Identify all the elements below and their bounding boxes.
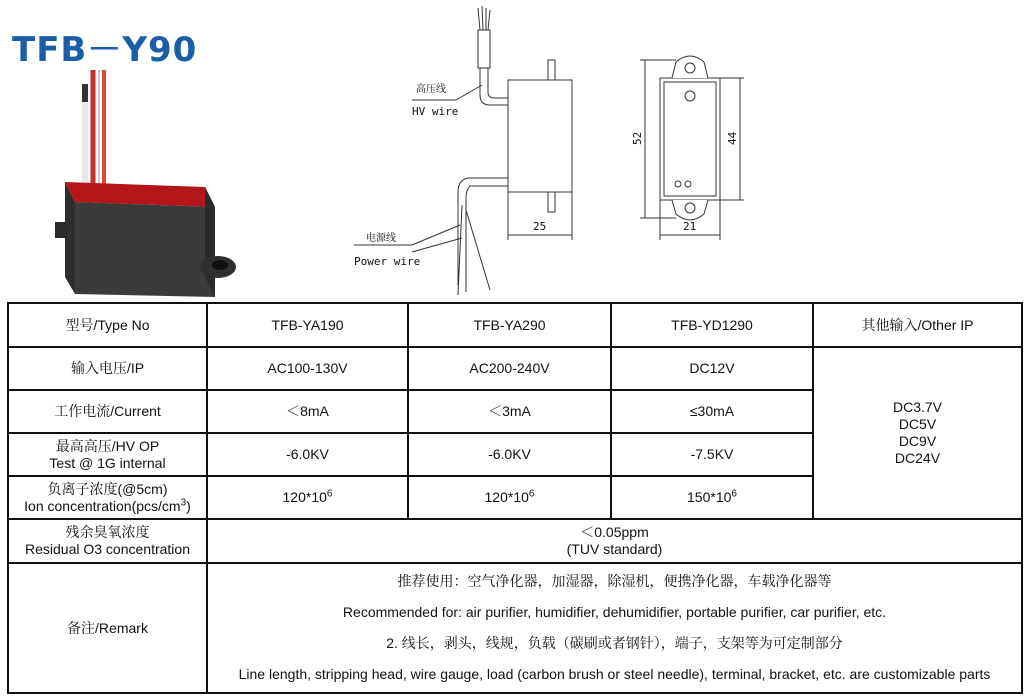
ozone-value-line1: ＜0.05ppm [580, 524, 649, 540]
other-inputs-cell [813, 347, 1022, 519]
dim-total-height: 52 [631, 131, 644, 145]
remark-line: Recommended for: air purifier, humidifier, dehumidifier, portable purifier, car purifier, etc. [342, 604, 887, 620]
remark-cell [207, 563, 1022, 693]
row-label-hv-line2: Test @ 1G internal [49, 454, 166, 471]
other-input-item: DC5V [898, 416, 937, 432]
type-no-header: 型号/Type No [8, 303, 207, 347]
row-label-remark: 备注/Remark [8, 563, 207, 693]
row-label-ion [8, 476, 207, 519]
table-header-row [8, 303, 1022, 347]
product-title: TFB－Y90 [12, 30, 198, 70]
row-label-ion-line2: Ion $concentration(pcs/cm^3)$ [24, 496, 191, 514]
row-label-current: 工作电流/Current [8, 390, 207, 433]
table-row [8, 519, 1022, 563]
table-cell: DC12V [611, 347, 813, 390]
table-cell: $120*10^6$ [408, 476, 611, 519]
dim-body-height: 44 [726, 131, 739, 145]
table-cell: ≤30mA [611, 390, 813, 433]
ozone-value-cell [207, 519, 1022, 563]
table-cell: -6.0KV [207, 433, 408, 476]
row-label-hv [8, 433, 207, 476]
model-header-3: TFB-YD1290 [611, 303, 813, 347]
other-input-header: 其他输入/Other IP [813, 303, 1022, 347]
remark-line: 2. 线长，剥头，线规，负载（碳刷或者钢针），端子，支架等为可定制部分 [386, 635, 843, 651]
dim-front-width: 21 [683, 220, 697, 233]
row-label-ozone-line1: 残余臭氧浓度 [65, 524, 150, 540]
remark-line: 推荐使用：空气净化器，加湿器，除湿机，便携净化器，车载净化器等 [397, 573, 832, 589]
row-label-ozone [8, 519, 207, 563]
other-input-item: DC9V [898, 433, 937, 449]
other-input-item: DC3.7V [892, 399, 943, 415]
hv-wire-en-label: HV wire [412, 105, 459, 118]
table-cell: AC200-240V [408, 347, 611, 390]
table-cell: ＜8mA [207, 390, 408, 433]
row-label-ozone-line2: Residual O3 concentration [25, 541, 190, 557]
table-cell: AC100-130V [207, 347, 408, 390]
spec-table [7, 302, 1023, 694]
remark-line: Line length, stripping head, wire gauge, load (carbon brush or steel needle), terminal, bracket, etc. are customizable parts [238, 666, 991, 682]
table-cell: $150*10^6$ [611, 476, 813, 519]
technical-drawing [0, 0, 1028, 300]
dim-side-width: 25 [533, 220, 547, 233]
model-header-1: TFB-YA190 [207, 303, 408, 347]
table-row [8, 563, 1022, 693]
table-cell: $120*10^6$ [207, 476, 408, 519]
table-row [8, 347, 1022, 390]
model-header-2: TFB-YA290 [408, 303, 611, 347]
table-cell: -7.5KV [611, 433, 813, 476]
power-wire-en-label: Power wire [354, 255, 421, 268]
power-wire-cn-label: 电源线 [366, 233, 396, 244]
table-cell: -6.0KV [408, 433, 611, 476]
table-cell: ＜3mA [408, 390, 611, 433]
ozone-value-line2: (TUV standard) [566, 541, 663, 557]
other-input-item: DC24V [894, 450, 941, 466]
hv-wire-cn-label: 高压线 [416, 84, 446, 95]
row-label-voltage: 输入电压/IP [8, 347, 207, 390]
row-label-ion-line1: 负离子浓度(@5cm) [47, 480, 168, 497]
row-label-hv-line1: 最高高压/HV OP [55, 437, 160, 454]
